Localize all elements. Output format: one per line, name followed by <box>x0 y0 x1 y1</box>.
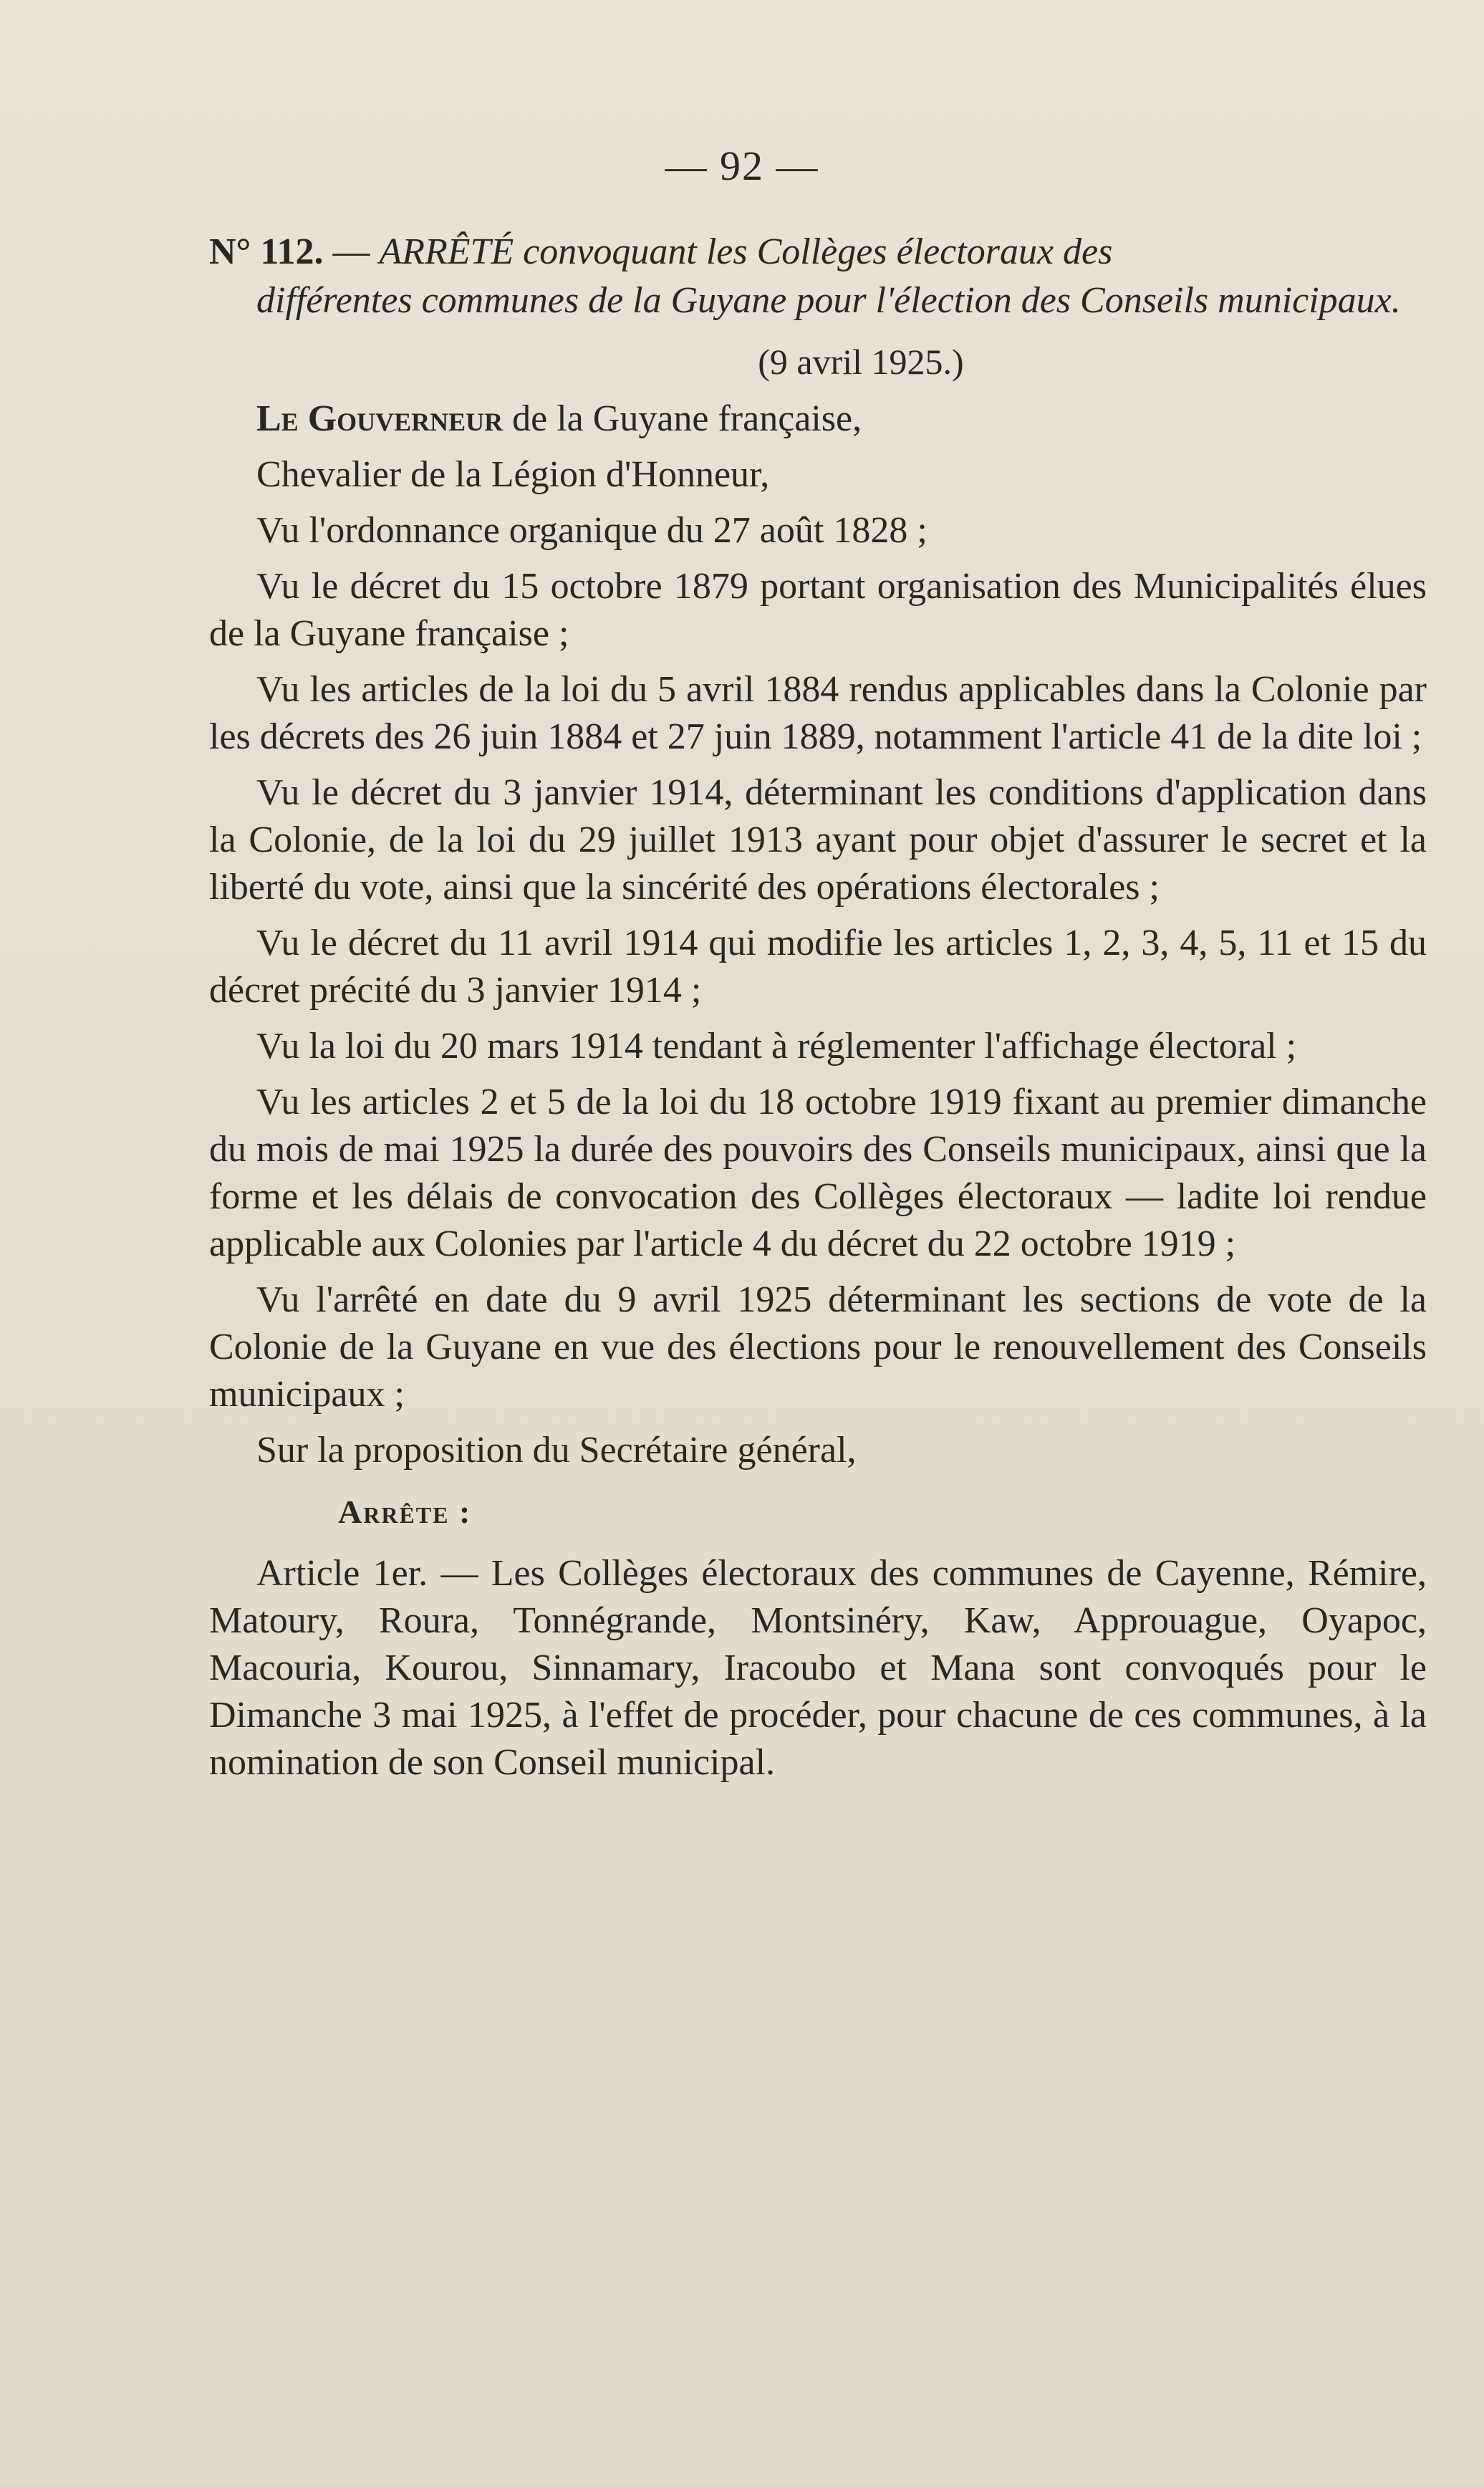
document-body <box>209 228 1427 1788</box>
visa-paragraph: Vu le décret du 3 janvier 1914, déterminant les conditions d'application dans la Colonie, de la loi du 29 juillet 1913 ayant pour objet d'assurer le secret et la liberté du vote, ainsi que la sincérité des opérations électorales ; <box>209 772 1427 908</box>
visa-paragraph: Vu l'arrêté en date du 9 avril 1925 déterminant les sections de vote de la Colonie de la Guyane en vue des élections pour le renouvellement des Conseils municipaux ; <box>209 1279 1427 1415</box>
visa-paragraph: Vu les articles 2 et 5 de la loi du 18 octobre 1919 fixant au premier dimanche du mois de mai 1925 la durée des pouvoirs des Conseils municipaux, ainsi que la forme et les délais de convocation des Collèges électoraux — ladite loi rendue applicable aux Colonies par l'article 4 du décret du 22 octobre 1919 ; <box>209 1082 1427 1264</box>
decree-date: (9 avril 1925.) <box>758 342 964 382</box>
authority-honor: Chevalier de la Légion d'Honneur, <box>256 454 770 495</box>
decree-title-line1: ARRÊTÉ convoquant les Collèges électoraux des <box>379 231 1113 272</box>
visa-paragraph: Vu les articles de la loi du 5 avril 1884 rendus applicables dans la Colonie par les décrets des 26 juin 1884 et 27 juin 1889, notamment l'article 41 de la dite loi ; <box>209 669 1427 757</box>
decree-title <box>209 228 1427 276</box>
article-1: Article 1er. — Les Collèges électoraux des communes de Cayenne, Rémire, Matoury, Roura, Tonnégrande, Montsinéry, Kaw, Approuague, Oyapoc, Macouria, Kourou, Sinnamary, Iracoubo et Mana sont convoqués pour le Dimanche 3 mai 1925, à l'effet de procéder, pour chacune de ces communes, à la nomination de son Conseil municipal. <box>209 1553 1427 1783</box>
visa-paragraph: Vu la loi du 20 mars 1914 tendant à réglementer l'affichage électoral ; <box>256 1026 1297 1067</box>
decree-title-continued: différentes communes de la Guyane pour l'élection des Conseils municipaux. <box>256 280 1401 321</box>
authority-title: Le Gouverneur <box>256 398 504 439</box>
visa-paragraph: Vu le décret du 15 octobre 1879 portant organisation des Municipalités élues de la Guyane française ; <box>209 566 1427 654</box>
authority-governor <box>209 395 1427 443</box>
visa-paragraph: Vu l'ordonnance organique du 27 août 1828 ; <box>256 510 928 551</box>
authority-territory: de la Guyane française, <box>503 398 862 439</box>
decision-label: Arrête : <box>338 1493 472 1530</box>
page-number: — 92 — <box>665 143 819 189</box>
visa-paragraph: Vu le décret du 11 avril 1914 qui modifie les articles 1, 2, 3, 4, 5, 11 et 15 du décret précité du 3 janvier 1914 ; <box>209 923 1427 1011</box>
proposal-paragraph: Sur la proposition du Secrétaire général, <box>256 1430 857 1471</box>
decree-number: N° 112. <box>209 231 324 272</box>
title-separator: — <box>323 231 380 272</box>
